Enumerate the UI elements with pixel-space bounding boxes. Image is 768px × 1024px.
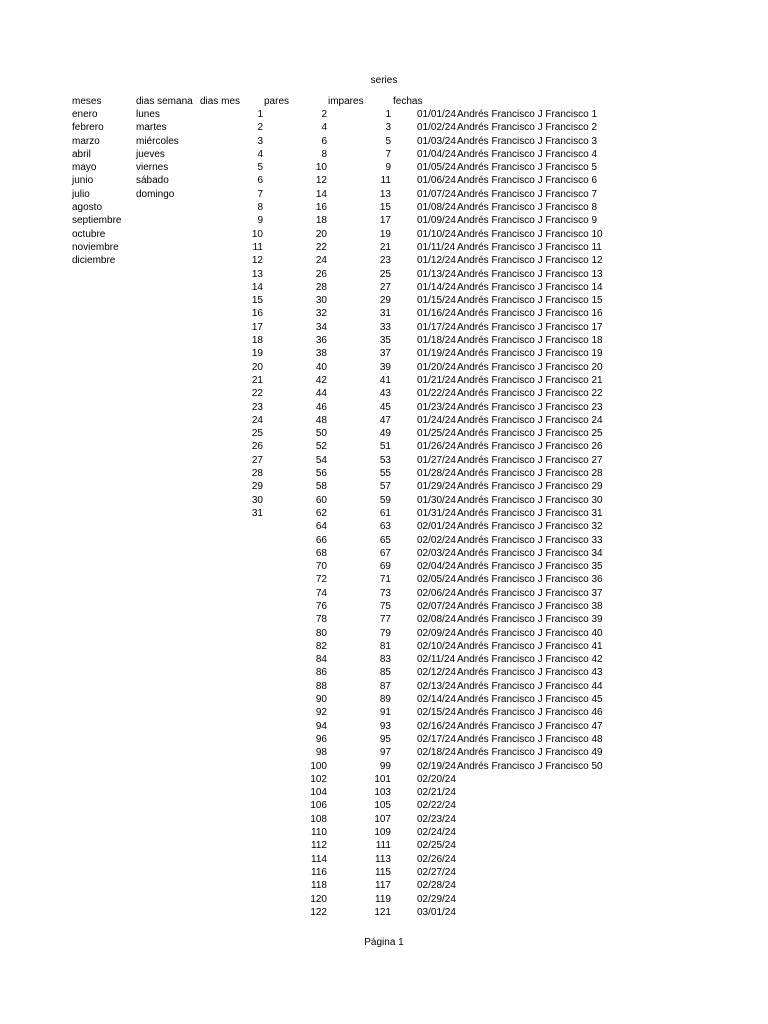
- cell-nombre: Andrés Francisco J Francisco 7: [457, 188, 598, 200]
- column-fechas: [417, 108, 456, 919]
- cell-dia-mes: 18: [251, 335, 263, 347]
- cell-par: 68: [315, 547, 327, 559]
- cell-mes: octubre: [72, 228, 106, 240]
- cell-fecha: 01/18/24: [417, 335, 456, 347]
- cell-par: 14: [315, 188, 327, 200]
- cell-impar: 15: [379, 202, 391, 214]
- cell-nombre: Andrés Francisco J Francisco 15: [457, 295, 603, 307]
- cell-dia-mes: 8: [257, 202, 263, 214]
- column-dias-semana: [136, 108, 179, 201]
- cell-fecha: 03/01/24: [417, 906, 456, 918]
- cell-nombre: Andrés Francisco J Francisco 47: [457, 720, 603, 732]
- cell-fecha: 01/09/24: [417, 215, 456, 227]
- cell-nombre: Andrés Francisco J Francisco 2: [457, 122, 598, 134]
- cell-dia-mes: 21: [251, 374, 263, 386]
- cell-par: 104: [310, 787, 327, 799]
- cell-dia-mes: 5: [257, 162, 263, 174]
- cell-impar: 97: [379, 747, 391, 759]
- header-pares: pares: [264, 96, 290, 107]
- cell-par: 60: [315, 494, 327, 506]
- cell-nombre: Andrés Francisco J Francisco 48: [457, 733, 603, 745]
- cell-impar: 85: [379, 667, 391, 679]
- cell-impar: 91: [379, 707, 391, 719]
- cell-impar: 49: [379, 428, 391, 440]
- cell-par: 8: [321, 148, 327, 160]
- cell-dia-semana: martes: [136, 122, 167, 134]
- cell-fecha: 02/21/24: [417, 787, 456, 799]
- cell-impar: 17: [379, 215, 391, 227]
- cell-par: 26: [315, 268, 327, 280]
- cell-nombre: Andrés Francisco J Francisco 44: [457, 680, 603, 692]
- cell-fecha: 02/06/24: [417, 587, 456, 599]
- cell-nombre: Andrés Francisco J Francisco 42: [457, 654, 603, 666]
- cell-impar: 83: [379, 654, 391, 666]
- cell-par: 90: [315, 694, 327, 706]
- cell-fecha: 02/11/24: [417, 654, 456, 666]
- cell-nombre: Andrés Francisco J Francisco 16: [457, 308, 603, 320]
- cell-impar: 69: [379, 561, 391, 573]
- cell-impar: 67: [379, 547, 391, 559]
- cell-fecha: 02/12/24: [417, 667, 456, 679]
- cell-nombre: Andrés Francisco J Francisco 22: [457, 388, 603, 400]
- cell-fecha: 01/13/24: [417, 268, 456, 280]
- cell-nombre: Andrés Francisco J Francisco 17: [457, 321, 603, 333]
- cell-dia-semana: viernes: [136, 162, 169, 174]
- cell-impar: 113: [375, 853, 391, 865]
- cell-nombre: Andrés Francisco J Francisco 41: [457, 640, 603, 652]
- column-meses: [72, 108, 121, 268]
- cell-impar: 23: [379, 255, 391, 267]
- cell-impar: 47: [379, 414, 391, 426]
- cell-par: 6: [321, 135, 327, 147]
- cell-impar: 55: [379, 468, 391, 480]
- cell-fecha: 01/16/24: [417, 308, 456, 320]
- cell-par: 4: [321, 122, 327, 134]
- column-pares: [284, 108, 327, 919]
- cell-par: 16: [315, 202, 327, 214]
- cell-fecha: 01/29/24: [417, 481, 456, 493]
- cell-nombre: Andrés Francisco J Francisco 40: [457, 627, 603, 639]
- column-nombres: [457, 108, 603, 773]
- cell-fecha: 02/18/24: [417, 747, 456, 759]
- cell-par: 36: [315, 335, 327, 347]
- cell-fecha: 02/26/24: [417, 853, 456, 865]
- cell-nombre: Andrés Francisco J Francisco 11: [457, 241, 602, 253]
- cell-par: 44: [315, 388, 327, 400]
- cell-dia-mes: 17: [251, 321, 263, 333]
- cell-fecha: 01/20/24: [417, 361, 456, 373]
- cell-impar: 115: [375, 866, 391, 878]
- cell-fecha: 01/11/24: [417, 241, 456, 253]
- cell-fecha: 02/02/24: [417, 534, 456, 546]
- cell-impar: 63: [379, 521, 391, 533]
- cell-impar: 119: [375, 893, 391, 905]
- cell-mes: agosto: [72, 202, 103, 214]
- cell-impar: 57: [379, 481, 391, 493]
- cell-par: 84: [315, 654, 327, 666]
- cell-dia-mes: 9: [257, 215, 263, 227]
- cell-fecha: 01/21/24: [417, 374, 456, 386]
- page-footer: Página 1: [364, 937, 404, 948]
- cell-par: 74: [315, 587, 327, 599]
- cell-impar: 27: [379, 281, 391, 293]
- cell-impar: 117: [375, 880, 391, 892]
- cell-nombre: Andrés Francisco J Francisco 13: [457, 268, 603, 280]
- cell-fecha: 02/04/24: [417, 561, 456, 573]
- header-dias-semana: dias semana: [136, 96, 193, 107]
- header-dias-mes: dias mes: [200, 96, 241, 107]
- cell-par: 76: [315, 600, 327, 612]
- cell-impar: 101: [374, 773, 391, 785]
- cell-nombre: Andrés Francisco J Francisco 23: [457, 401, 603, 413]
- cell-par: 70: [315, 561, 327, 573]
- cell-impar: 37: [379, 348, 391, 360]
- cell-impar: 21: [379, 241, 391, 253]
- cell-fecha: 01/31/24: [417, 507, 456, 519]
- cell-impar: 77: [379, 614, 391, 626]
- cell-par: 88: [315, 680, 327, 692]
- cell-nombre: Andrés Francisco J Francisco 39: [457, 614, 603, 626]
- column-dias-mes: [220, 108, 263, 520]
- cell-nombre: Andrés Francisco J Francisco 18: [457, 335, 603, 347]
- cell-par: 116: [311, 866, 327, 878]
- cell-par: 108: [310, 813, 327, 825]
- cell-fecha: 01/27/24: [417, 454, 456, 466]
- cell-impar: 45: [379, 401, 391, 413]
- cell-mes: marzo: [72, 135, 100, 147]
- cell-fecha: 01/02/24: [417, 122, 456, 134]
- cell-impar: 13: [379, 188, 391, 200]
- cell-par: 102: [310, 773, 327, 785]
- cell-fecha: 02/28/24: [417, 880, 456, 892]
- cell-dia-mes: 28: [251, 468, 263, 480]
- cell-impar: 93: [379, 720, 391, 732]
- cell-impar: 75: [379, 600, 391, 612]
- cell-fecha: 01/15/24: [417, 295, 456, 307]
- cell-impar: 39: [379, 361, 391, 373]
- cell-fecha: 02/27/24: [417, 866, 456, 878]
- cell-dia-semana: miércoles: [136, 135, 179, 147]
- cell-par: 20: [315, 228, 327, 240]
- cell-fecha: 02/13/24: [417, 680, 456, 692]
- cell-mes: septiembre: [72, 215, 122, 227]
- cell-fecha: 01/28/24: [417, 468, 456, 480]
- cell-dia-mes: 6: [257, 175, 263, 187]
- cell-mes: noviembre: [72, 241, 119, 253]
- cell-fecha: 01/30/24: [417, 494, 456, 506]
- cell-par: 96: [315, 733, 327, 745]
- cell-impar: 51: [379, 441, 391, 453]
- cell-impar: 87: [379, 680, 391, 692]
- cell-par: 58: [315, 481, 327, 493]
- cell-fecha: 02/03/24: [417, 547, 456, 559]
- cell-nombre: Andrés Francisco J Francisco 32: [457, 521, 603, 533]
- cell-par: 80: [315, 627, 327, 639]
- cell-fecha: 02/07/24: [417, 600, 456, 612]
- cell-dia-semana: jueves: [136, 148, 165, 160]
- cell-dia-mes: 16: [251, 308, 263, 320]
- cell-nombre: Andrés Francisco J Francisco 9: [457, 215, 598, 227]
- cell-dia-mes: 22: [251, 388, 263, 400]
- cell-fecha: 01/24/24: [417, 414, 456, 426]
- cell-nombre: Andrés Francisco J Francisco 10: [457, 228, 603, 240]
- cell-dia-semana: domingo: [136, 188, 175, 200]
- cell-fecha: 02/23/24: [417, 813, 456, 825]
- cell-impar: 1: [385, 109, 391, 120]
- cell-fecha: 02/22/24: [417, 800, 456, 812]
- cell-nombre: Andrés Francisco J Francisco 28: [457, 468, 603, 480]
- cell-fecha: 01/03/24: [417, 135, 456, 147]
- cell-par: 122: [310, 906, 327, 918]
- cell-mes: julio: [72, 188, 90, 200]
- cell-fecha: 02/16/24: [417, 720, 456, 732]
- cell-dia-mes: 1: [257, 109, 263, 120]
- cell-impar: 65: [379, 534, 391, 546]
- cell-dia-mes: 4: [257, 148, 263, 160]
- cell-par: 94: [315, 720, 327, 732]
- cell-impar: 7: [385, 148, 391, 160]
- cell-fecha: 01/22/24: [417, 388, 456, 400]
- cell-nombre: Andrés Francisco J Francisco 43: [457, 667, 603, 679]
- cell-dia-mes: 24: [251, 414, 263, 426]
- cell-par: 22: [315, 241, 327, 253]
- cell-par: 10: [315, 162, 327, 174]
- cell-par: 40: [315, 361, 327, 373]
- sheet-title: series: [370, 75, 398, 86]
- cell-impar: 25: [379, 268, 391, 280]
- cell-par: 24: [315, 255, 327, 267]
- cell-nombre: Andrés Francisco J Francisco 27: [457, 454, 603, 466]
- cell-fecha: 02/15/24: [417, 707, 456, 719]
- cell-impar: 71: [379, 574, 391, 586]
- cell-par: 52: [315, 441, 327, 453]
- cell-nombre: Andrés Francisco J Francisco 38: [457, 600, 603, 612]
- cell-nombre: Andrés Francisco J Francisco 19: [457, 348, 603, 360]
- cell-nombre: Andrés Francisco J Francisco 26: [457, 441, 603, 453]
- cell-dia-mes: 23: [251, 401, 263, 413]
- cell-impar: 61: [379, 507, 391, 519]
- cell-fecha: 02/14/24: [417, 694, 456, 706]
- cell-dia-mes: 3: [257, 135, 263, 147]
- cell-impar: 105: [374, 800, 391, 812]
- cell-fecha: 02/25/24: [417, 840, 456, 852]
- cell-impar: 81: [379, 640, 391, 652]
- cell-par: 18: [315, 215, 327, 227]
- cell-par: 50: [315, 428, 327, 440]
- cell-par: 28: [315, 281, 327, 293]
- column-impares: [348, 108, 391, 919]
- cell-impar: 121: [374, 906, 391, 918]
- cell-impar: 31: [379, 308, 391, 320]
- cell-fecha: 01/26/24: [417, 441, 456, 453]
- cell-dia-mes: 12: [251, 255, 263, 267]
- cell-fecha: 01/19/24: [417, 348, 456, 360]
- cell-par: 118: [311, 880, 327, 892]
- cell-dia-mes: 13: [251, 268, 263, 280]
- cell-impar: 29: [379, 295, 391, 307]
- cell-nombre: Andrés Francisco J Francisco 1: [457, 109, 598, 120]
- cell-fecha: 02/29/24: [417, 893, 456, 905]
- cell-fecha: 02/05/24: [417, 574, 456, 586]
- cell-nombre: Andrés Francisco J Francisco 4: [457, 148, 598, 160]
- cell-fecha: 02/20/24: [417, 773, 456, 785]
- cell-dia-mes: 7: [257, 188, 263, 200]
- cell-impar: 3: [385, 122, 391, 134]
- cell-nombre: Andrés Francisco J Francisco 36: [457, 574, 603, 586]
- cell-nombre: Andrés Francisco J Francisco 50: [457, 760, 603, 772]
- cell-par: 30: [315, 295, 327, 307]
- cell-nombre: Andrés Francisco J Francisco 3: [457, 135, 598, 147]
- cell-fecha: 01/14/24: [417, 281, 456, 293]
- cell-mes: febrero: [72, 122, 104, 134]
- cell-par: 100: [310, 760, 327, 772]
- cell-nombre: Andrés Francisco J Francisco 21: [457, 374, 603, 386]
- cell-impar: 89: [379, 694, 391, 706]
- cell-dia-mes: 31: [251, 507, 263, 519]
- cell-mes: mayo: [72, 162, 97, 174]
- cell-fecha: 02/09/24: [417, 627, 456, 639]
- cell-par: 66: [315, 534, 327, 546]
- cell-par: 34: [315, 321, 327, 333]
- cell-impar: 59: [379, 494, 391, 506]
- cell-impar: 95: [379, 733, 391, 745]
- cell-fecha: 01/17/24: [417, 321, 456, 333]
- cell-dia-mes: 2: [257, 122, 263, 134]
- cell-par: 64: [315, 521, 327, 533]
- cell-dia-mes: 11: [252, 241, 263, 253]
- cell-fecha: 01/08/24: [417, 202, 456, 214]
- cell-nombre: Andrés Francisco J Francisco 37: [457, 587, 603, 599]
- cell-par: 12: [315, 175, 327, 187]
- cell-par: 56: [315, 468, 327, 480]
- cell-fecha: 01/07/24: [417, 188, 456, 200]
- cell-impar: 35: [379, 335, 391, 347]
- cell-nombre: Andrés Francisco J Francisco 12: [457, 255, 603, 267]
- cell-dia-mes: 20: [251, 361, 263, 373]
- cell-par: 82: [315, 640, 327, 652]
- cell-dia-mes: 25: [251, 428, 263, 440]
- cell-par: 72: [315, 574, 327, 586]
- cell-nombre: Andrés Francisco J Francisco 49: [457, 747, 603, 759]
- cell-nombre: Andrés Francisco J Francisco 45: [457, 694, 603, 706]
- cell-impar: 107: [374, 813, 391, 825]
- cell-dia-mes: 14: [251, 281, 263, 293]
- cell-impar: 79: [379, 627, 391, 639]
- cell-impar: 5: [385, 135, 391, 147]
- cell-mes: enero: [72, 109, 98, 120]
- cell-dia-mes: 19: [251, 348, 263, 360]
- cell-impar: 99: [379, 760, 391, 772]
- cell-nombre: Andrés Francisco J Francisco 20: [457, 361, 603, 373]
- cell-par: 42: [315, 374, 327, 386]
- cell-impar: 73: [379, 587, 391, 599]
- cell-impar: 33: [379, 321, 391, 333]
- cell-impar: 53: [379, 454, 391, 466]
- cell-par: 106: [310, 800, 327, 812]
- cell-par: 120: [310, 893, 327, 905]
- cell-dia-mes: 30: [251, 494, 263, 506]
- cell-nombre: Andrés Francisco J Francisco 5: [457, 162, 598, 174]
- cell-fecha: 01/12/24: [417, 255, 456, 267]
- cell-nombre: Andrés Francisco J Francisco 14: [457, 281, 603, 293]
- cell-fecha: 02/08/24: [417, 614, 456, 626]
- cell-mes: junio: [72, 175, 94, 187]
- cell-impar: 9: [385, 162, 391, 174]
- cell-impar: 111: [375, 840, 391, 852]
- cell-fecha: 01/10/24: [417, 228, 456, 240]
- cell-impar: 103: [374, 787, 391, 799]
- cell-mes: abril: [72, 148, 91, 160]
- header-impares: impares: [328, 96, 364, 107]
- cell-fecha: 02/01/24: [417, 521, 456, 533]
- cell-impar: 11: [380, 175, 391, 187]
- cell-fecha: 01/06/24: [417, 175, 456, 187]
- cell-par: 38: [315, 348, 327, 360]
- cell-impar: 43: [379, 388, 391, 400]
- header-fechas: fechas: [393, 96, 423, 107]
- cell-par: 54: [315, 454, 327, 466]
- cell-dia-mes: 26: [251, 441, 263, 453]
- cell-dia-semana: lunes: [136, 109, 160, 120]
- cell-dia-mes: 29: [251, 481, 263, 493]
- cell-fecha: 02/19/24: [417, 760, 456, 772]
- cell-fecha: 01/23/24: [417, 401, 456, 413]
- cell-nombre: Andrés Francisco J Francisco 34: [457, 547, 603, 559]
- cell-nombre: Andrés Francisco J Francisco 35: [457, 561, 603, 573]
- cell-impar: 41: [379, 374, 391, 386]
- cell-nombre: Andrés Francisco J Francisco 30: [457, 494, 603, 506]
- cell-nombre: Andrés Francisco J Francisco 33: [457, 534, 603, 546]
- cell-par: 62: [315, 507, 327, 519]
- cell-nombre: Andrés Francisco J Francisco 6: [457, 175, 598, 187]
- cell-dia-mes: 15: [251, 295, 263, 307]
- cell-fecha: 01/05/24: [417, 162, 456, 174]
- cell-dia-mes: 10: [251, 228, 263, 240]
- cell-dia-semana: sábado: [136, 175, 169, 187]
- cell-nombre: Andrés Francisco J Francisco 8: [457, 202, 598, 214]
- cell-par: 46: [315, 401, 327, 413]
- cell-par: 112: [311, 840, 327, 852]
- cell-nombre: Andrés Francisco J Francisco 29: [457, 481, 603, 493]
- cell-mes: diciembre: [72, 255, 116, 267]
- cell-fecha: 01/25/24: [417, 428, 456, 440]
- cell-fecha: 02/10/24: [417, 640, 456, 652]
- cell-par: 92: [315, 707, 327, 719]
- header-meses: meses: [72, 96, 102, 107]
- cell-nombre: Andrés Francisco J Francisco 31: [457, 507, 603, 519]
- cell-impar: 109: [374, 827, 391, 839]
- cell-fecha: 01/04/24: [417, 148, 456, 160]
- cell-par: 98: [315, 747, 327, 759]
- cell-par: 110: [311, 827, 327, 839]
- cell-impar: 19: [379, 228, 391, 240]
- cell-fecha: 02/17/24: [417, 733, 456, 745]
- cell-par: 78: [315, 614, 327, 626]
- cell-par: 32: [315, 308, 327, 320]
- cell-par: 114: [311, 853, 327, 865]
- cell-dia-mes: 27: [251, 454, 263, 466]
- cell-par: 2: [321, 109, 327, 120]
- cell-par: 86: [315, 667, 327, 679]
- cell-nombre: Andrés Francisco J Francisco 24: [457, 414, 603, 426]
- cell-nombre: Andrés Francisco J Francisco 25: [457, 428, 603, 440]
- cell-fecha: 01/01/24: [417, 109, 456, 120]
- cell-fecha: 02/24/24: [417, 827, 456, 839]
- cell-par: 48: [315, 414, 327, 426]
- cell-nombre: Andrés Francisco J Francisco 46: [457, 707, 603, 719]
